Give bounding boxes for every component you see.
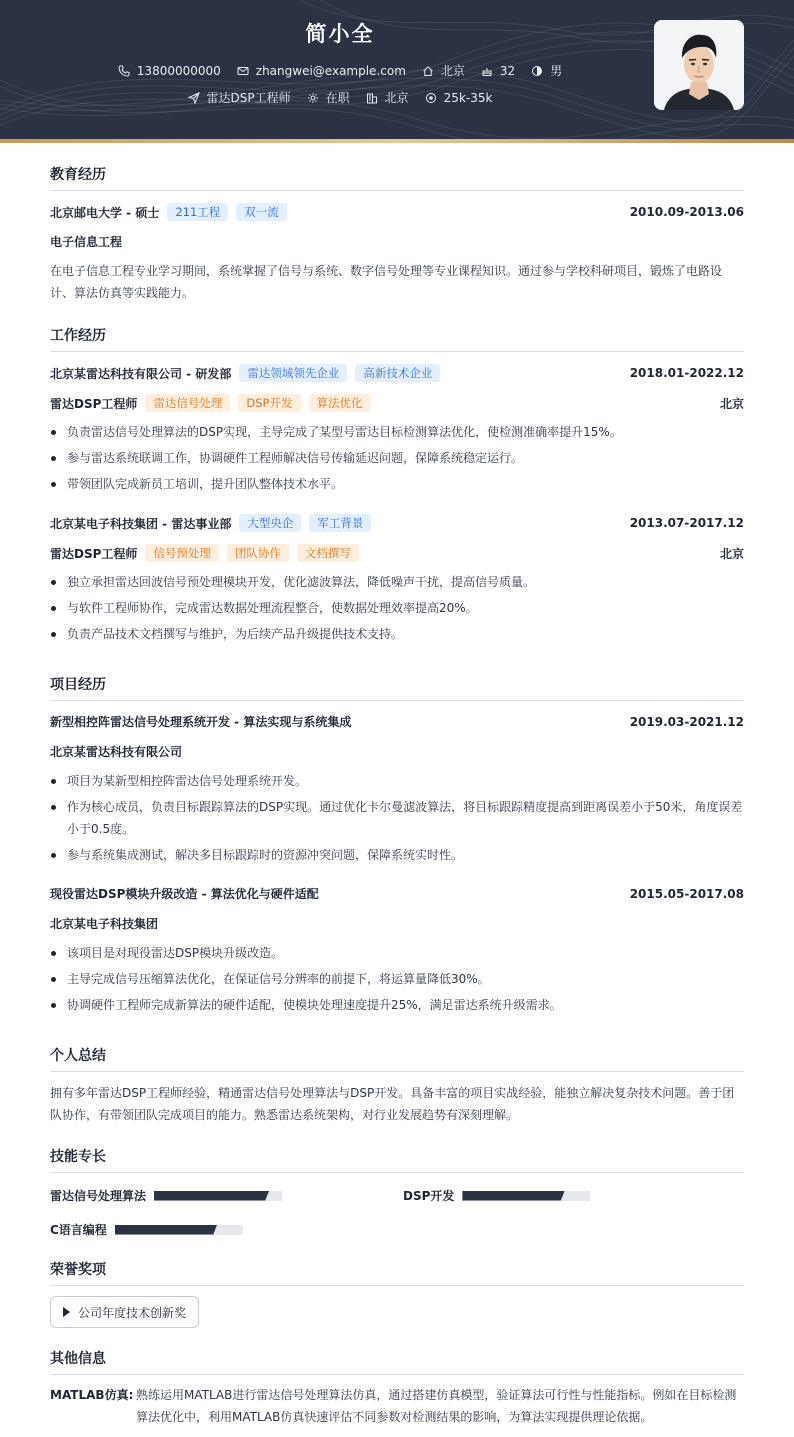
job-role: 雷达DSP工程师 bbox=[50, 546, 138, 561]
job-location: 北京 bbox=[719, 396, 744, 411]
major-row bbox=[50, 233, 744, 250]
skill-bar-fill bbox=[154, 1191, 269, 1201]
job-role-row bbox=[50, 394, 744, 412]
send-icon bbox=[188, 92, 200, 104]
job-bullet: 参与雷达系统联调工作，协调硬件工程师解决信号传输延迟问题，保障系统稳定运行。 bbox=[50, 447, 744, 469]
company-tag: 军工背景 bbox=[309, 514, 371, 532]
company-name: 北京某雷达科技有限公司 - 研发部 bbox=[50, 366, 232, 381]
project-org-row bbox=[50, 915, 744, 932]
status-item bbox=[307, 89, 350, 106]
company-tag: 雷达领域领先企业 bbox=[239, 364, 347, 382]
skill-bar bbox=[115, 1225, 243, 1235]
project-org-row bbox=[50, 743, 744, 760]
project-org: 北京某雷达科技有限公司 bbox=[50, 745, 183, 759]
project-bullet: 参与系统集成测试，解决多目标跟踪时的资源冲突问题，保障系统实时性。 bbox=[50, 844, 744, 866]
skill-bar bbox=[462, 1191, 590, 1201]
education-title: 教育经历 bbox=[50, 164, 744, 191]
job-bullet: 负责产品技术文档撰写与维护，为后续产品升级提供技术支持。 bbox=[50, 623, 744, 645]
coin-icon bbox=[425, 92, 437, 104]
salary-item bbox=[425, 91, 493, 105]
projects-title: 项目经历 bbox=[50, 674, 744, 701]
skill-bar-fill bbox=[115, 1225, 217, 1235]
project-name: 新型相控阵雷达信号处理系统开发 - 算法实现与系统集成 bbox=[50, 715, 352, 729]
skill-name: DSP开发 bbox=[403, 1189, 455, 1203]
honors-title: 荣誉奖项 bbox=[50, 1259, 744, 1286]
skill-bar-fill bbox=[462, 1191, 564, 1201]
role-tag: 文档撰写 bbox=[297, 544, 359, 562]
profile-photo bbox=[654, 20, 744, 110]
project-header-row bbox=[50, 885, 744, 902]
gender-text: 男 bbox=[550, 64, 563, 78]
job-bullet: 独立承担雷达回波信号预处理模块开发，优化滤波算法，降低噪声干扰，提高信号质量。 bbox=[50, 571, 744, 593]
phone-item bbox=[118, 64, 221, 78]
education-tag: 211工程 bbox=[167, 203, 228, 221]
skill-item bbox=[50, 1221, 243, 1238]
job-bullet: 负责雷达信号处理算法的DSP实现，主导完成了某型号雷达目标检测算法优化，使检测准确率提升15%。 bbox=[50, 421, 744, 443]
project-name: 现役雷达DSP模块升级改造 - 算法优化与硬件适配 bbox=[50, 887, 319, 901]
play-icon bbox=[63, 1307, 70, 1317]
education-header-row bbox=[50, 203, 744, 221]
other-title: 其他信息 bbox=[50, 1348, 744, 1375]
status-icon bbox=[307, 92, 319, 104]
role-tag: 雷达信号处理 bbox=[145, 394, 230, 412]
project-bullet: 主导完成信号压缩算法优化，在保证信号分辨率的前提下，将运算量降低30%。 bbox=[50, 968, 744, 990]
company-tag: 大型央企 bbox=[239, 514, 301, 532]
gender-icon bbox=[531, 65, 543, 77]
salary-text: 25k-35k bbox=[443, 90, 493, 105]
gender-item bbox=[531, 62, 562, 79]
building-icon bbox=[366, 92, 378, 104]
status-text: 在职 bbox=[325, 91, 350, 105]
header-accent-line bbox=[0, 139, 794, 143]
major: 电子信息工程 bbox=[50, 235, 123, 249]
email-item bbox=[237, 64, 406, 78]
other-text: 熟练运用MATLAB进行雷达信号处理算法仿真，通过搭建仿真模型，验证算法可行性与性能指标。例如在目标检测算法优化中，利用MATLAB仿真快速评估不同参数对检测结果的影响，为算法实现提供理论依据。 bbox=[136, 1388, 737, 1424]
candidate-name: 简小全 bbox=[305, 22, 375, 46]
education-date: 2010.09-2013.06 bbox=[629, 205, 744, 219]
job-date: 2013.07-2017.12 bbox=[629, 516, 744, 530]
mail-icon bbox=[237, 65, 249, 77]
skill-name: C语言编程 bbox=[50, 1223, 107, 1237]
role-tag: DSP开发 bbox=[238, 394, 300, 412]
city-item bbox=[422, 62, 465, 79]
award-name: 公司年度技术创新奖 bbox=[78, 1305, 187, 1320]
work-city-item bbox=[366, 89, 409, 106]
job-role: 雷达DSP工程师 bbox=[50, 396, 138, 411]
role-tag: 算法优化 bbox=[309, 394, 371, 412]
education-description: 在电子信息工程专业学习期间，系统掌握了信号与系统、数字信号处理等专业课程知识。通过参与学校科研项目，锻炼了电路设计、算法仿真等实践能力。 bbox=[50, 264, 723, 300]
work-title: 工作经历 bbox=[50, 325, 744, 352]
project-bullet: 作为核心成员，负责目标跟踪算法的DSP实现。通过优化卡尔曼滤波算法，将目标跟踪精度提高到距离误差小于50米，角度误差小于0.5度。 bbox=[50, 796, 744, 840]
job-role-row bbox=[50, 544, 744, 562]
school-name: 北京邮电大学 - 硕士 bbox=[50, 205, 160, 220]
project-date: 2015.05-2017.08 bbox=[629, 886, 744, 901]
project-header-row bbox=[50, 713, 744, 730]
project-bullet: 项目为某新型相控阵雷达信号处理系统开发。 bbox=[50, 770, 744, 792]
job-intent-row bbox=[0, 89, 680, 106]
project-bullet: 该项目是对现役雷达DSP模块升级改造。 bbox=[50, 942, 744, 964]
role-tag: 信号预处理 bbox=[145, 544, 219, 562]
other-label: MATLAB仿真: bbox=[50, 1388, 134, 1402]
skill-bar bbox=[154, 1191, 282, 1201]
work-city-text: 北京 bbox=[384, 91, 409, 105]
project-org: 北京某电子科技集团 bbox=[50, 917, 159, 931]
job-header-row bbox=[50, 514, 744, 532]
education-tag: 双一流 bbox=[236, 203, 287, 221]
company-name: 北京某电子科技集团 - 雷达事业部 bbox=[50, 516, 232, 531]
cake-icon bbox=[481, 65, 493, 77]
job-header-row bbox=[50, 364, 744, 382]
city-text: 北京 bbox=[440, 64, 465, 78]
age-item bbox=[481, 64, 515, 78]
award-item[interactable] bbox=[50, 1296, 199, 1328]
role-tag: 团队协作 bbox=[227, 544, 289, 562]
project-bullet: 协调硬件工程师完成新算法的硬件适配，使模块处理速度提升25%，满足雷达系统升级需求。 bbox=[50, 994, 744, 1016]
job-bullet: 带领团队完成新员工培训，提升团队整体技术水平。 bbox=[50, 473, 744, 495]
resume-header bbox=[0, 0, 794, 143]
position-item bbox=[188, 89, 291, 106]
job-bullet: 与软件工程师协作，完成雷达数据处理流程整合，使数据处理效率提高20%。 bbox=[50, 597, 744, 619]
job-date: 2018.01-2022.12 bbox=[629, 366, 744, 380]
skill-item bbox=[50, 1187, 282, 1204]
job-location: 北京 bbox=[719, 546, 744, 561]
contact-row bbox=[0, 62, 680, 79]
company-tag: 高新技术企业 bbox=[355, 364, 440, 382]
summary-title: 个人总结 bbox=[50, 1045, 744, 1072]
project-date: 2019.03-2021.12 bbox=[629, 714, 744, 729]
phone-icon bbox=[118, 65, 130, 77]
other-info-row bbox=[50, 1384, 744, 1428]
skills-title: 技能专长 bbox=[50, 1146, 744, 1173]
portrait-avatar bbox=[654, 20, 744, 110]
phone-text: 13800000000 bbox=[136, 63, 221, 78]
home-icon bbox=[422, 65, 434, 77]
skill-name: 雷达信号处理算法 bbox=[50, 1189, 147, 1203]
age-text: 32 bbox=[499, 63, 516, 78]
position-text: 雷达DSP工程师 bbox=[206, 91, 291, 105]
skill-item bbox=[403, 1187, 590, 1204]
email-text: zhangwei@example.com bbox=[255, 63, 406, 78]
summary-text: 拥有多年雷达DSP工程师经验，精通雷达信号处理算法与DSP开发。具备丰富的项目实战经验，能独立解决复杂技术问题。善于团队协作，有带领团队完成项目的能力。熟悉雷达系统架构，对行业发展趋势有深刻理解。 bbox=[50, 1086, 735, 1122]
